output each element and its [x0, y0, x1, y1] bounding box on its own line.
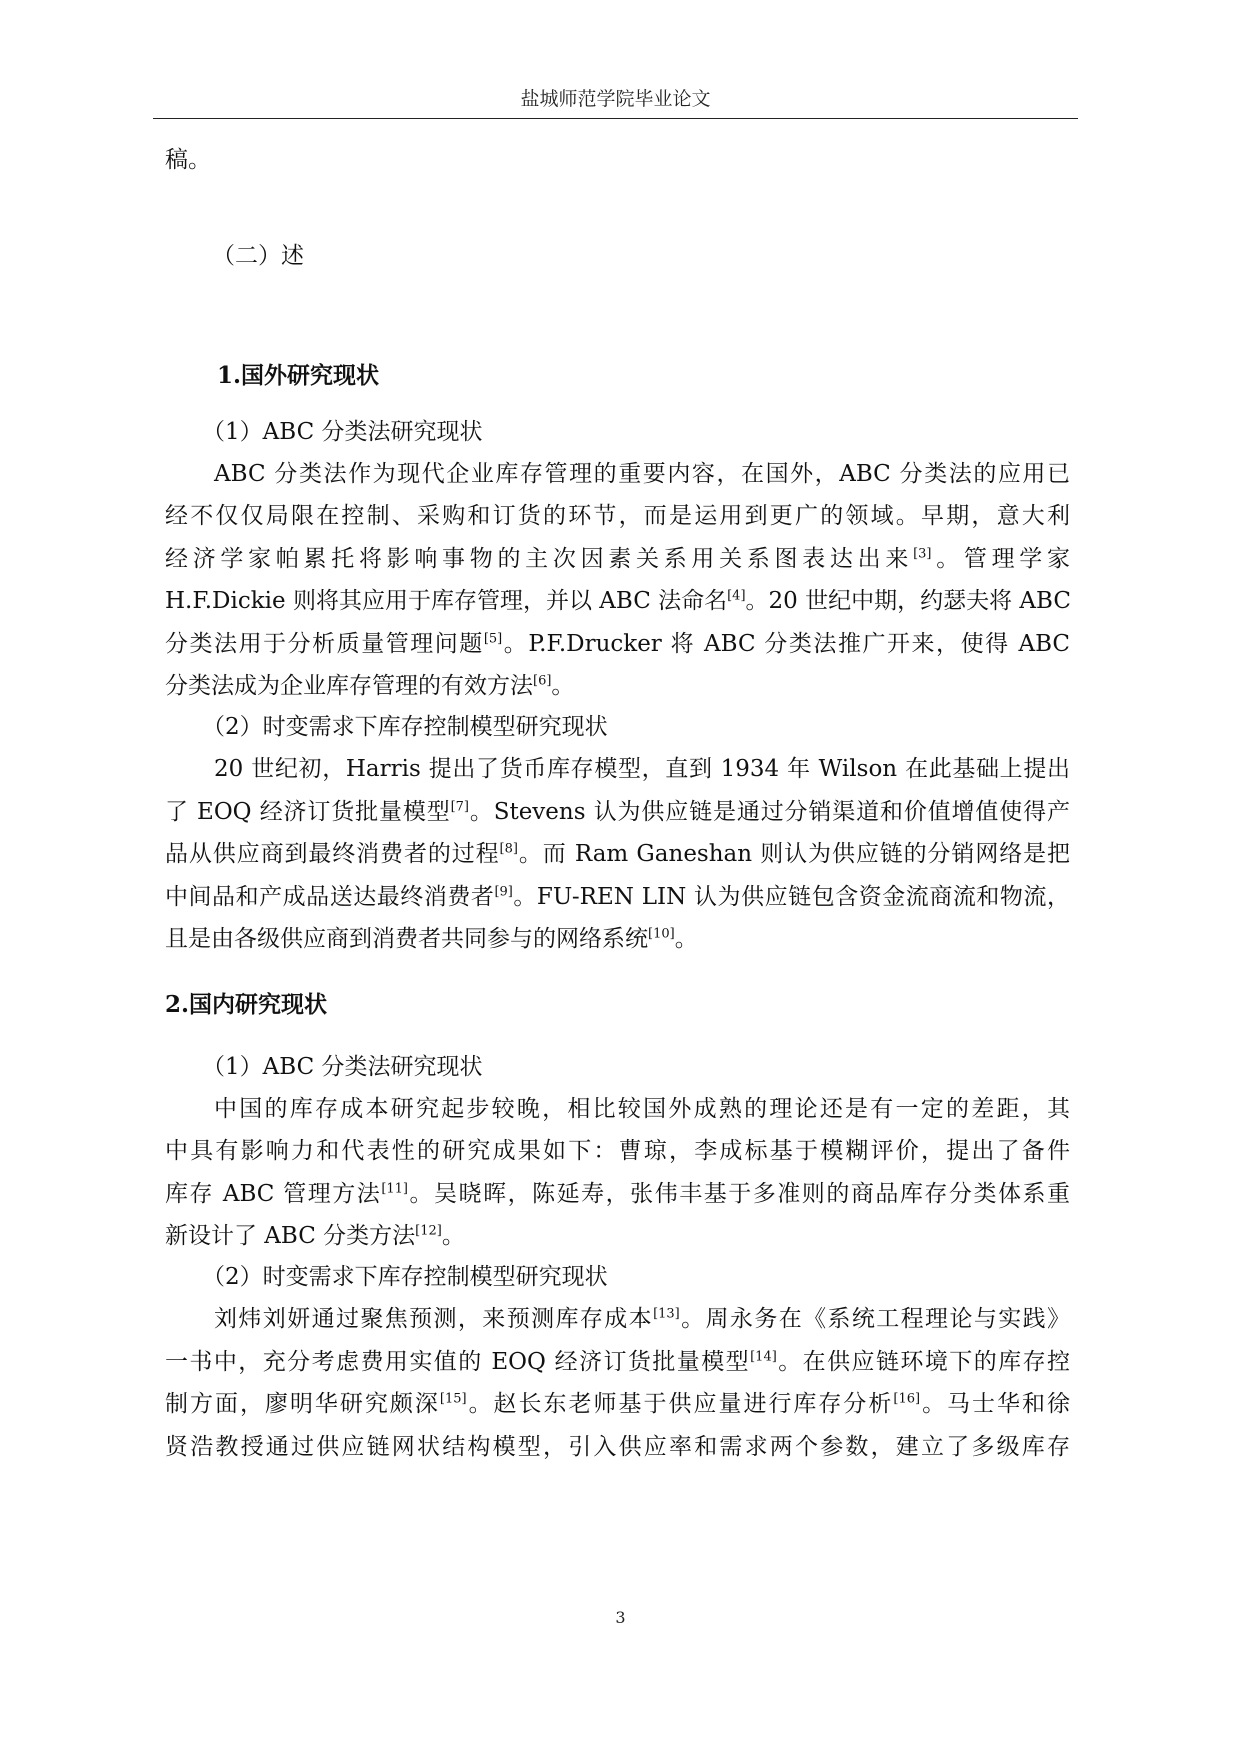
paragraph-line: 了 EOQ 经济订货批量模型[7]。Stevens 认为供应链是通过分销渠道和价值增值使得产: [165, 799, 1070, 825]
paragraph-line: ABC 分类法作为现代企业库存管理的重要内容，在国外，ABC 分类法的应用已: [214, 461, 1070, 487]
citation: [14]: [750, 1349, 777, 1365]
paragraph-line: 经济学家帕累托将影响事物的主次因素关系用关系图表达出来[3]。管理学家: [165, 546, 1071, 572]
citation: [7]: [450, 799, 469, 815]
paragraph-line: 库存 ABC 管理方法[11]。吴晓晖，陈延寿，张伟丰基于多准则的商品库存分类体系重: [165, 1181, 1070, 1207]
citation: [8]: [499, 841, 518, 857]
citation: [12]: [415, 1223, 442, 1239]
citation: [5]: [483, 631, 503, 647]
text-line: 稿。: [165, 147, 211, 173]
citation: [16]: [893, 1391, 921, 1407]
citation: [3]: [913, 546, 932, 562]
subsection-heading: 1.国外研究现状: [217, 362, 380, 389]
subsection-heading: 2.国内研究现状: [165, 991, 328, 1018]
citation: [13]: [653, 1306, 680, 1322]
citation: [10]: [648, 926, 675, 942]
running-header: [153, 86, 1078, 119]
paragraph-line: 贤浩教授通过供应链网状结构模型，引入供应率和需求两个参数，建立了多级库存: [165, 1434, 1070, 1460]
paragraph-line: H.F.Dickie 则将其应用于库存管理，并以 ABC 法命名[4]。20 世纪中期，约瑟夫将 ABC: [165, 588, 1071, 614]
paragraph-line: 一书中，充分考虑费用实值的 EOQ 经济订货批量模型[14]。在供应链环境下的库存控: [165, 1349, 1071, 1375]
paragraph-line: 分类法成为企业库存管理的有效方法[6]。: [165, 673, 575, 699]
paragraph-line: 且是由各级供应商到消费者共同参与的网络系统[10]。: [165, 926, 698, 952]
paragraph-line: 中具有影响力和代表性的研究成果如下：曹琼，李成标基于模糊评价，提出了备件: [165, 1138, 1070, 1164]
sub-subsection-heading: （2）时变需求下库存控制模型研究现状: [202, 1264, 608, 1290]
paragraph-line: 新设计了 ABC 分类方法[12]。: [165, 1223, 465, 1249]
sub-subsection-heading: （1）ABC 分类法研究现状: [202, 419, 483, 445]
paragraph-line: 中间品和产成品送达最终消费者[9]。FU-REN LIN 认为供应链包含资金流商流和物流，: [165, 884, 1070, 910]
citation: [11]: [381, 1181, 408, 1197]
paragraph-line: 中国的库存成本研究起步较晚，相比较国外成熟的理论还是有一定的差距，其: [214, 1096, 1070, 1122]
paragraph-line: 制方面，廖明华研究颇深[15]。赵长东老师基于供应量进行库存分析[16]。马士华和徐: [165, 1391, 1071, 1417]
paragraph-line: 刘炜刘妍通过聚焦预测，来预测库存成本[13]。周永务在《系统工程理论与实践》: [214, 1306, 1071, 1332]
paragraph-line: 分类法用于分析质量管理问题[5]。P.F.Drucker 将 ABC 分类法推广开来，使得 ABC: [165, 631, 1071, 657]
citation: [6]: [533, 673, 552, 689]
section-heading: （二）述: [212, 243, 304, 269]
sub-subsection-heading: （2）时变需求下库存控制模型研究现状: [202, 714, 608, 740]
paragraph-line: 经不仅仅局限在控制、采购和订货的环节，而是运用到更广的领域。早期，意大利: [165, 503, 1070, 529]
paragraph-line: 品从供应商到最终消费者的过程[8]。而 Ram Ganeshan 则认为供应链的分销网络是把: [165, 841, 1071, 867]
sub-subsection-heading: （1）ABC 分类法研究现状: [202, 1054, 483, 1080]
header-title: 盐城师范学院毕业论文: [520, 88, 711, 110]
citation: [9]: [494, 884, 513, 900]
paragraph-line: 20 世纪初，Harris 提出了货币库存模型，直到 1934 年 Wilson 在此基础上提出: [214, 756, 1070, 782]
page-number: 3: [615, 1608, 626, 1627]
citation: [15]: [439, 1391, 467, 1407]
citation: [4]: [727, 588, 746, 604]
